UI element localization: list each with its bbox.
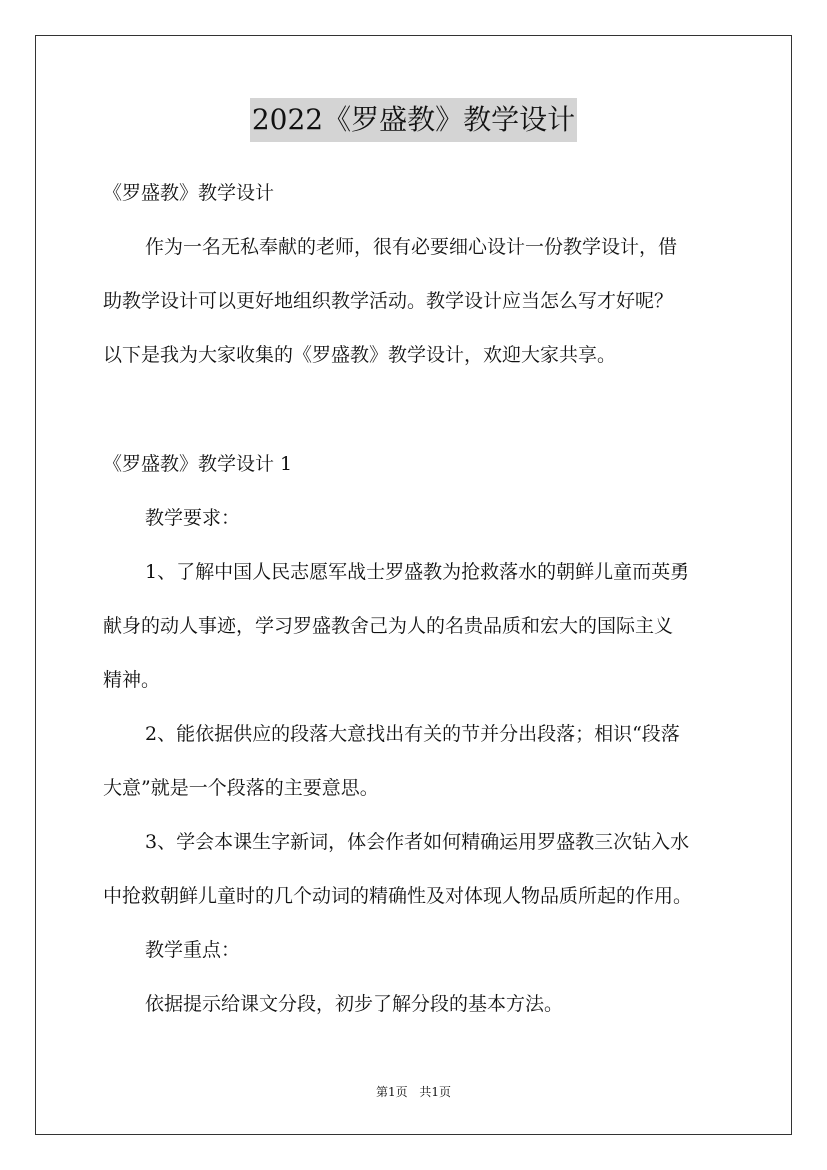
requirement-2-line-2: 大意”就是一个段落的主要意思。	[103, 777, 379, 799]
requirement-3-line-1: 3、学会本课生字新词，体会作者如何精确运用罗盛教三次钻入水	[145, 831, 690, 853]
subtitle: 《罗盛教》教学设计	[103, 182, 275, 204]
focus-label: 教学重点：	[145, 939, 241, 961]
page-total: 共1页	[419, 1085, 452, 1099]
requirements-label: 教学要求：	[145, 507, 241, 529]
requirement-1-line-1: 1、了解中国人民志愿军战士罗盛教为抢救落水的朝鲜儿童而英勇	[145, 561, 690, 583]
page-footer	[0, 1084, 827, 1100]
intro-line-3: 以下是我为大家收集的《罗盛教》教学设计，欢迎大家共享。	[103, 344, 617, 366]
title-container	[0, 98, 827, 142]
requirement-2-line-1: 2、能依据供应的段落大意找出有关的节并分出段落；相识“段落	[145, 723, 680, 745]
intro-line-2: 助教学设计可以更好地组织教学活动。教学设计应当怎么写才好呢？	[103, 290, 674, 312]
requirement-1-line-3: 精神。	[103, 669, 161, 691]
requirement-3-line-2: 中抢救朝鲜儿童时的几个动词的精确性及对体现人物品质所起的作用。	[103, 885, 693, 907]
section-heading: 《罗盛教》教学设计 1	[103, 453, 293, 475]
page-number: 第1页	[375, 1085, 408, 1099]
focus-text: 依据提示给课文分段，初步了解分段的基本方法。	[145, 993, 564, 1015]
intro-line-1: 作为一名无私奉献的老师，很有必要细心设计一份教学设计，借	[145, 236, 678, 258]
document-title: 2022《罗盛教》教学设计	[250, 98, 577, 142]
requirement-1-line-2: 献身的动人事迹，学习罗盛教舍己为人的名贵品质和宏大的国际主义	[103, 615, 674, 637]
